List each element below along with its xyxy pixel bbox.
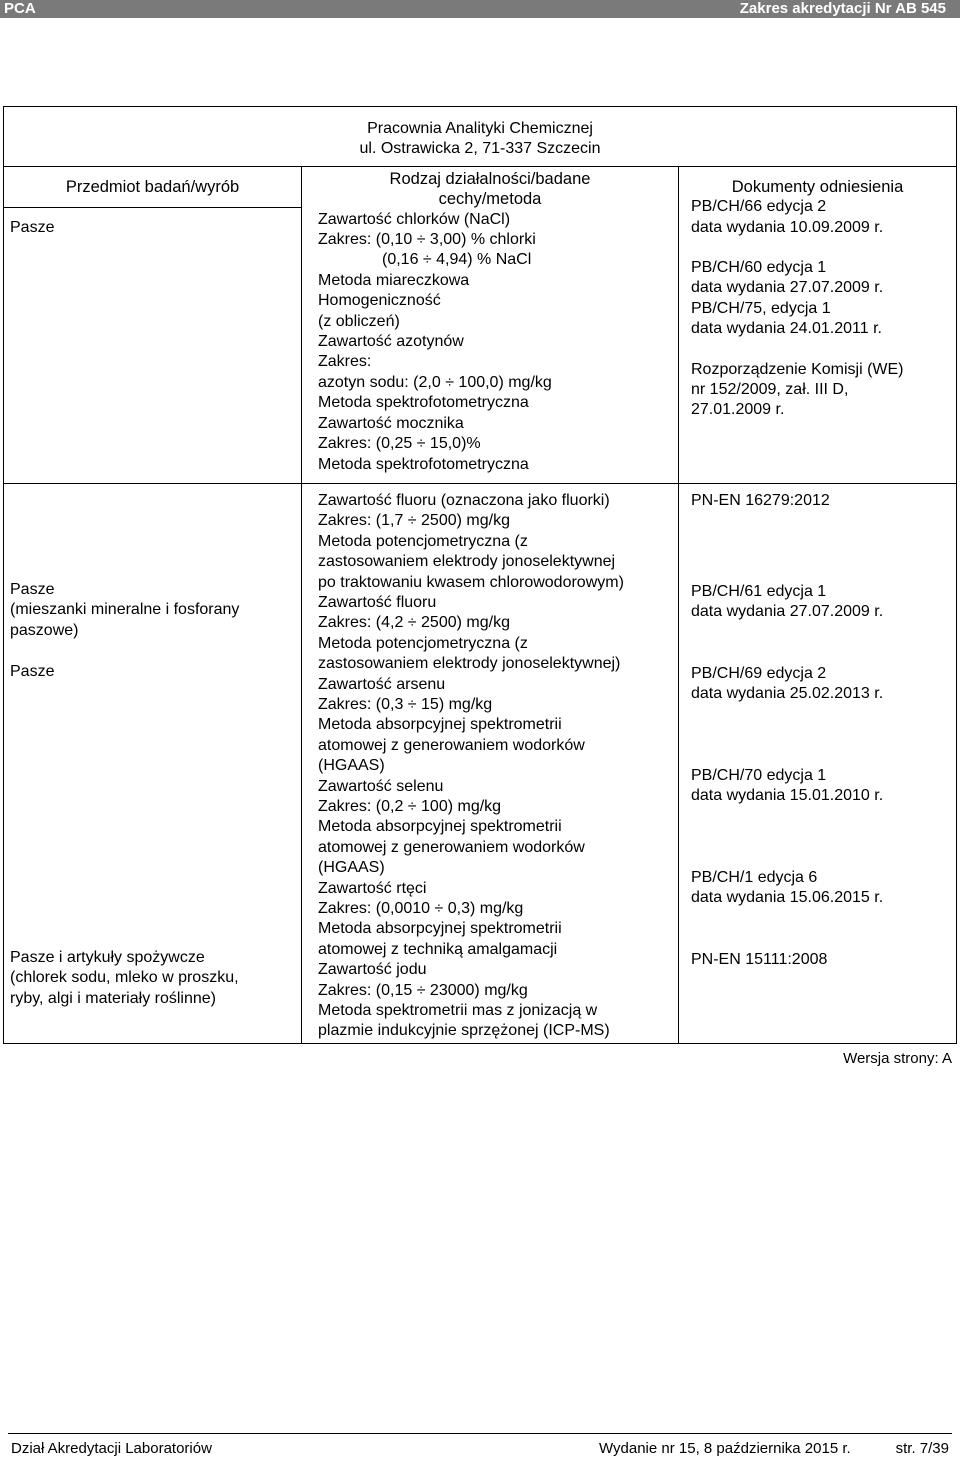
row2-object-a: Pasze (mieszanki mineralne i fosforany paszowe) — [10, 580, 240, 639]
row1-method: Zawartość chlorków (NaCl) Zakres: (0,10 ÷ 3,00) % chlorki (0,16 ÷ 4,94) % NaCl Metoda miareczkowa Homogeniczność (z obliczeń) Zawartość azotynów Zakres: azotyn sodu: (2,0 ÷ 100,0) mg/kg Metoda spektrofotometryczna Zawartość mocznika Zakres: (0,25 ÷ 15,0)% Metoda spektrofotometryczna — [318, 210, 552, 473]
row2-object — [4, 483, 302, 1043]
row2-method: Zawartość fluoru (oznaczona jako fluorki) Zakres: (1,7 ÷ 2500) mg/kg Metoda potencjometryczna (z zastosowaniem elektrody jonoselektywnej po traktowaniu kwasem chlorowodorowym) Zawartość fluoru Zakres: (4,2 ÷ 2500) mg/kg Metoda potencjometryczna (z zastosowaniem elektrody jonoselektywnej) Zawartość arsenu Zakres: (0,3 ÷ 15) mg/kg Metoda absorpcyjnej spektrometrii atomowej z generowaniem wodorków (HGAAS) Zawartość selenu Zakres: (0,2 ÷ 100) mg/kg Metoda absorpcyjnej spektrometrii atomowej z generowaniem wodorków (HGAAS) Zawartość rtęci Zakres: (0,0010 ÷ 0,3) mg/kg Metoda absorpcyjnej spektrometrii atomowej z techniką amalgamacji Zawartość jodu Zakres: (0,15 ÷ 23000) mg/kg Metoda spektrometrii mas z jonizacją w plazmie indukcyjnie sprzężonej (ICP-MS) — [302, 483, 679, 1043]
footer-middle: Wydanie nr 15, 8 października 2015 r. — [599, 1440, 851, 1457]
column-header-method-b: cechy/metoda — [438, 190, 542, 209]
column-header-object: Przedmiot badań/wyrób — [4, 166, 302, 207]
page-version: Wersja strony: A — [843, 1050, 952, 1067]
doc-pn-en-16279: PN-EN 16279:2012 — [691, 491, 830, 509]
doc-pn-en-15111: PN-EN 15111:2008 — [691, 950, 828, 968]
footer-page-number: str. 7/39 — [895, 1440, 949, 1457]
lab-name: Pracownia Analityki Chemicznej — [367, 120, 593, 137]
row1-object: Pasze — [4, 207, 302, 483]
header-right: Zakres akredytacji Nr AB 545 — [739, 0, 946, 17]
footer-left: Dział Akredytacji Laboratoriów — [11, 1440, 212, 1457]
column-header-method-and-row1 — [302, 166, 679, 483]
doc-pb-ch-69: PB/CH/69 edycja 2 data wydania 25.02.2013 r. — [691, 664, 884, 703]
row2-docs — [679, 483, 957, 1043]
accreditation-table — [3, 106, 957, 1044]
lab-row — [4, 107, 957, 167]
footer-divider — [8, 1433, 952, 1434]
column-header-docs-and-row1 — [679, 166, 957, 483]
row2-object-b: Pasze — [10, 662, 55, 680]
row2-object-c: Pasze i artykuły spożywcze (chlorek sodu, mleko w proszku, ryby, algi i materiały roślinne) — [10, 948, 239, 1007]
doc-pb-ch-61: PB/CH/61 edycja 1 data wydania 27.07.2009 r. — [691, 582, 884, 621]
row2 — [4, 483, 957, 1043]
row1-docs: PB/CH/66 edycja 2 data wydania 10.09.2009 r. PB/CH/60 edycja 1 data wydania 27.07.2009 r. PB/CH/75, edycja 1 data wydania 24.01.2011 r. Rozporządzenie Komisji (WE) nr 152/2009, zał. III D, 27.01.2009 r. — [691, 198, 904, 419]
column-header-method-a: Rodzaj działalności/badane — [389, 169, 591, 188]
column-header-docs: Dokumenty odniesienia — [731, 177, 904, 196]
doc-pb-ch-1: PB/CH/1 edycja 6 data wydania 15.06.2015 r. — [691, 868, 884, 907]
header-row — [4, 166, 957, 207]
lab-address: ul. Ostrawicka 2, 71-337 Szczecin — [359, 140, 601, 158]
header-left: PCA — [4, 0, 36, 17]
page-header — [0, 0, 960, 18]
doc-pb-ch-70: PB/CH/70 edycja 1 data wydania 15.01.2010 r. — [691, 766, 884, 805]
lab-cell — [4, 107, 957, 167]
